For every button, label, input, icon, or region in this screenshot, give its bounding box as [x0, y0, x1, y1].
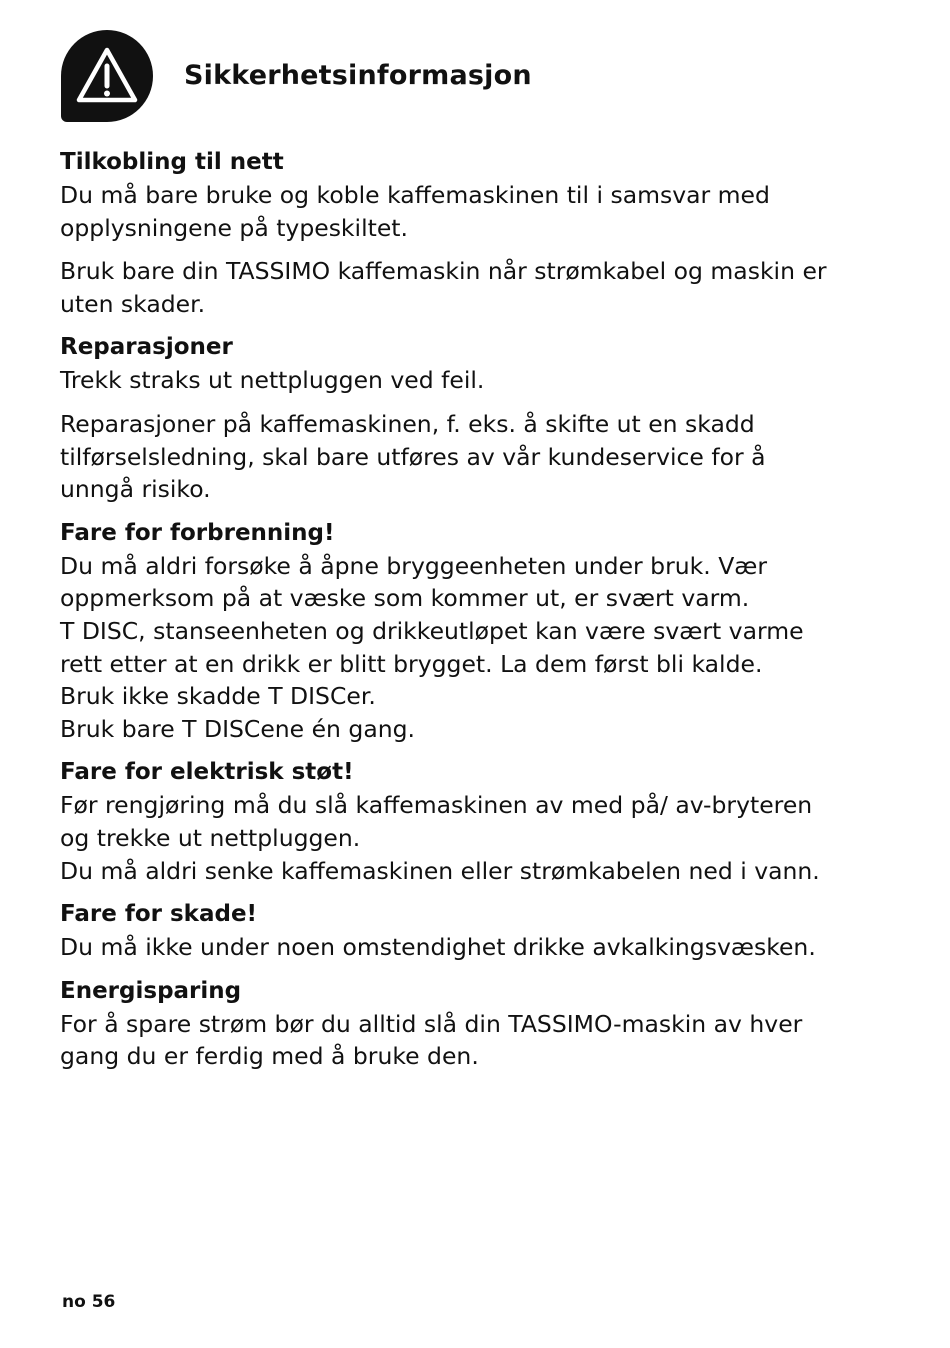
text-line: Du må aldri forsøke å åpne bryggeenheten under bruk. Vær — [60, 551, 768, 580]
text-line: opplysningene på typeskiltet. — [60, 213, 408, 242]
page-title: Sikkerhetsinformasjon — [184, 60, 532, 91]
section — [60, 331, 910, 505]
section — [60, 756, 910, 887]
text-line: tilførselsledning, skal bare utføres av vår kundeservice for å — [60, 442, 766, 471]
paragraph — [60, 789, 910, 887]
text-line: Du må ikke under noen omstendighet drikke avkalkingsvæsken. — [60, 933, 816, 962]
section-heading: Energisparing — [60, 977, 242, 1004]
page-number: no 56 — [62, 1292, 116, 1312]
text-line: Bruk ikke skadde T DISCer. — [60, 682, 376, 711]
text-line: uten skader. — [60, 289, 206, 318]
section-heading: Fare for forbrenning! — [60, 519, 335, 546]
paragraph — [60, 550, 910, 746]
text-line: Bruk bare T DISCene én gang. — [60, 714, 416, 743]
text-line: gang du er ferdig med å bruke den. — [60, 1042, 479, 1071]
page-header — [61, 30, 901, 124]
text-line: Du må aldri senke kaffemaskinen eller strømkabelen ned i vann. — [60, 856, 820, 885]
section-heading: Fare for elektrisk støt! — [60, 759, 354, 786]
text-line: Bruk bare din TASSIMO kaffemaskin når strømkabel og maskin er — [60, 257, 827, 286]
text-line: Trekk straks ut nettpluggen ved feil. — [60, 366, 485, 395]
text-line: oppmerksom på at væske som kommer ut, er svært varm. — [60, 584, 750, 613]
section-heading: Fare for skade! — [60, 901, 258, 928]
paragraph — [60, 255, 910, 320]
text-line: Reparasjoner på kaffemaskinen, f. eks. å skifte ut en skadd — [60, 409, 755, 438]
text-line: Du må bare bruke og koble kaffemaskinen til i samsvar med — [60, 181, 770, 209]
paragraph — [60, 179, 910, 244]
text-line: unngå risiko. — [60, 475, 211, 504]
section-heading: Reparasjoner — [60, 334, 233, 361]
warning-badge — [61, 30, 153, 122]
section-heading: Tilkobling til nett — [60, 149, 284, 175]
text-line: T DISC, stanseenheten og drikkeutløpet kan være svært varme — [60, 616, 804, 645]
section — [60, 975, 910, 1073]
text-line: For å spare strøm bør du alltid slå din TASSIMO-maskin av hver — [60, 1009, 803, 1038]
section — [60, 517, 910, 746]
text-line: Før rengjøring må du slå kaffemaskinen av med på/ av-bryteren — [60, 791, 813, 820]
section — [60, 898, 910, 964]
paragraph — [60, 931, 910, 964]
text-line: rett etter at en drikk er blitt brygget. La dem først bli kalde. — [60, 649, 763, 678]
paragraph — [60, 364, 910, 397]
paragraph — [60, 1008, 910, 1073]
text-line: og trekke ut nettpluggen. — [60, 823, 361, 852]
safety-content — [60, 146, 910, 1084]
section — [60, 146, 910, 320]
paragraph — [60, 408, 910, 506]
warning-triangle-icon — [73, 42, 141, 110]
